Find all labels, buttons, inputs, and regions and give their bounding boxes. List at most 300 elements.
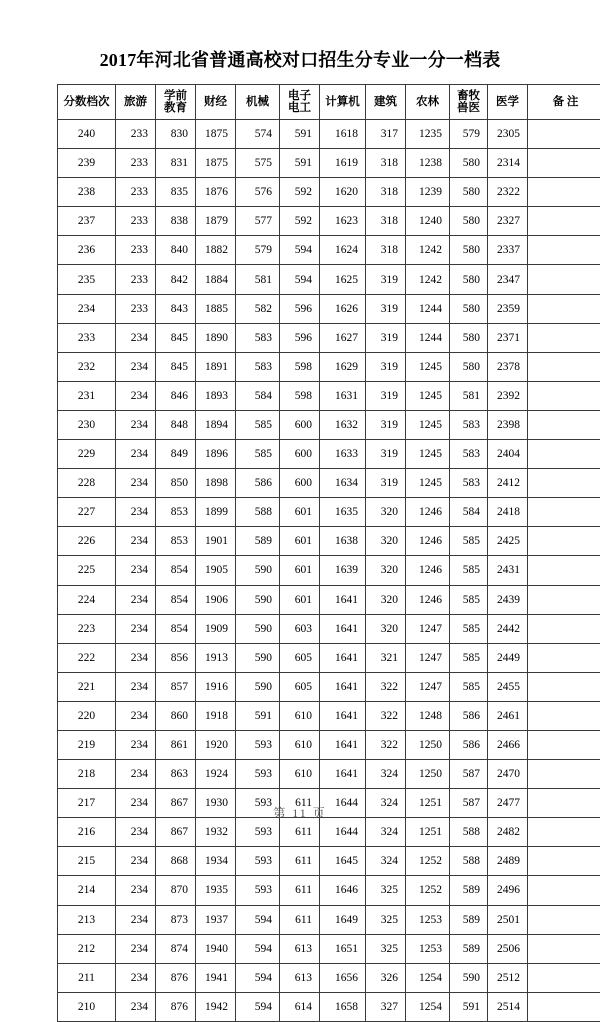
cell-arch: 318 xyxy=(366,236,406,265)
cell-agri: 1246 xyxy=(406,498,450,527)
cell-fin: 1901 xyxy=(196,527,236,556)
cell-tour: 234 xyxy=(116,527,156,556)
cell-elec: 591 xyxy=(280,120,320,149)
cell-pre: 867 xyxy=(156,818,196,847)
cell-note xyxy=(528,760,600,789)
cell-mech: 576 xyxy=(236,178,280,207)
cell-vet: 581 xyxy=(450,381,488,410)
table-row xyxy=(58,410,600,439)
cell-tour: 234 xyxy=(116,760,156,789)
cell-fin: 1940 xyxy=(196,934,236,963)
cell-elec: 601 xyxy=(280,527,320,556)
cell-pre: 870 xyxy=(156,876,196,905)
cell-mech: 594 xyxy=(236,905,280,934)
cell-mech: 590 xyxy=(236,556,280,585)
cell-comp: 1641 xyxy=(320,701,366,730)
cell-mech: 591 xyxy=(236,701,280,730)
cell-med: 2398 xyxy=(488,410,528,439)
cell-tour: 234 xyxy=(116,847,156,876)
cell-fin: 1898 xyxy=(196,469,236,498)
cell-vet: 584 xyxy=(450,498,488,527)
cell-mech: 582 xyxy=(236,294,280,323)
cell-tour: 234 xyxy=(116,672,156,701)
cell-elec: 611 xyxy=(280,789,320,818)
cell-vet: 580 xyxy=(450,178,488,207)
cell-agri: 1247 xyxy=(406,643,450,672)
table-row xyxy=(58,672,600,701)
cell-pre: 876 xyxy=(156,963,196,992)
cell-pre: 853 xyxy=(156,498,196,527)
cell-arch: 317 xyxy=(366,120,406,149)
cell-comp: 1627 xyxy=(320,323,366,352)
cell-agri: 1239 xyxy=(406,178,450,207)
column-header-label: 财经 xyxy=(204,96,227,108)
cell-mech: 590 xyxy=(236,672,280,701)
cell-med: 2404 xyxy=(488,440,528,469)
cell-fin: 1916 xyxy=(196,672,236,701)
cell-vet: 585 xyxy=(450,527,488,556)
cell-agri: 1251 xyxy=(406,818,450,847)
cell-mech: 584 xyxy=(236,381,280,410)
cell-note xyxy=(528,120,600,149)
score-distribution-table xyxy=(57,84,600,1022)
cell-score: 219 xyxy=(58,730,116,759)
cell-tour: 234 xyxy=(116,440,156,469)
column-header-label: 农林 xyxy=(416,96,439,108)
cell-elec: 605 xyxy=(280,672,320,701)
cell-mech: 579 xyxy=(236,236,280,265)
cell-tour: 234 xyxy=(116,323,156,352)
cell-elec: 613 xyxy=(280,934,320,963)
cell-arch: 321 xyxy=(366,643,406,672)
cell-comp: 1641 xyxy=(320,760,366,789)
cell-vet: 586 xyxy=(450,730,488,759)
cell-score: 236 xyxy=(58,236,116,265)
cell-pre: 843 xyxy=(156,294,196,323)
table-row xyxy=(58,934,600,963)
table-row xyxy=(58,992,600,1021)
cell-fin: 1885 xyxy=(196,294,236,323)
cell-agri: 1252 xyxy=(406,847,450,876)
cell-agri: 1245 xyxy=(406,410,450,439)
cell-score: 214 xyxy=(58,876,116,905)
cell-agri: 1250 xyxy=(406,730,450,759)
cell-comp: 1624 xyxy=(320,236,366,265)
cell-pre: 845 xyxy=(156,323,196,352)
cell-tour: 234 xyxy=(116,643,156,672)
table-row xyxy=(58,963,600,992)
cell-vet: 588 xyxy=(450,847,488,876)
cell-med: 2371 xyxy=(488,323,528,352)
cell-comp: 1641 xyxy=(320,614,366,643)
cell-med: 2431 xyxy=(488,556,528,585)
cell-mech: 593 xyxy=(236,818,280,847)
cell-elec: 614 xyxy=(280,992,320,1021)
cell-arch: 319 xyxy=(366,352,406,381)
cell-pre: 873 xyxy=(156,905,196,934)
cell-pre: 840 xyxy=(156,236,196,265)
cell-arch: 320 xyxy=(366,614,406,643)
page-number-footer: 第 11 页 xyxy=(0,804,600,821)
cell-mech: 593 xyxy=(236,847,280,876)
cell-vet: 585 xyxy=(450,585,488,614)
cell-note xyxy=(528,207,600,236)
cell-comp: 1623 xyxy=(320,207,366,236)
cell-score: 238 xyxy=(58,178,116,207)
cell-tour: 233 xyxy=(116,294,156,323)
cell-mech: 583 xyxy=(236,352,280,381)
cell-score: 223 xyxy=(58,614,116,643)
table-row xyxy=(58,352,600,381)
cell-score: 232 xyxy=(58,352,116,381)
cell-pre: 857 xyxy=(156,672,196,701)
cell-elec: 611 xyxy=(280,847,320,876)
column-header-label: 机械 xyxy=(246,96,269,108)
cell-agri: 1238 xyxy=(406,149,450,178)
cell-med: 2412 xyxy=(488,469,528,498)
cell-agri: 1235 xyxy=(406,120,450,149)
cell-pre: 848 xyxy=(156,410,196,439)
cell-mech: 588 xyxy=(236,498,280,527)
table-row xyxy=(58,643,600,672)
column-header-pre xyxy=(156,85,196,120)
cell-elec: 598 xyxy=(280,381,320,410)
cell-elec: 611 xyxy=(280,876,320,905)
table-header xyxy=(58,85,600,120)
cell-elec: 610 xyxy=(280,730,320,759)
cell-med: 2449 xyxy=(488,643,528,672)
cell-agri: 1251 xyxy=(406,789,450,818)
cell-comp: 1634 xyxy=(320,469,366,498)
cell-med: 2512 xyxy=(488,963,528,992)
cell-note xyxy=(528,294,600,323)
table-row xyxy=(58,876,600,905)
cell-elec: 611 xyxy=(280,905,320,934)
column-header-note xyxy=(528,85,600,120)
cell-med: 2425 xyxy=(488,527,528,556)
cell-agri: 1248 xyxy=(406,701,450,730)
cell-arch: 319 xyxy=(366,440,406,469)
cell-vet: 580 xyxy=(450,265,488,294)
cell-mech: 590 xyxy=(236,643,280,672)
cell-mech: 593 xyxy=(236,789,280,818)
table-row xyxy=(58,207,600,236)
cell-note xyxy=(528,585,600,614)
cell-score: 218 xyxy=(58,760,116,789)
cell-comp: 1641 xyxy=(320,672,366,701)
cell-mech: 581 xyxy=(236,265,280,294)
cell-mech: 574 xyxy=(236,120,280,149)
cell-comp: 1658 xyxy=(320,992,366,1021)
cell-vet: 580 xyxy=(450,207,488,236)
column-header-label: 电子 xyxy=(288,90,311,102)
table-header-row xyxy=(58,85,600,120)
cell-score: 239 xyxy=(58,149,116,178)
cell-agri: 1240 xyxy=(406,207,450,236)
cell-agri: 1244 xyxy=(406,323,450,352)
cell-score: 221 xyxy=(58,672,116,701)
cell-note xyxy=(528,963,600,992)
cell-med: 2314 xyxy=(488,149,528,178)
cell-tour: 234 xyxy=(116,614,156,643)
cell-comp: 1618 xyxy=(320,120,366,149)
table-row xyxy=(58,469,600,498)
cell-pre: 830 xyxy=(156,120,196,149)
cell-pre: 854 xyxy=(156,556,196,585)
cell-elec: 601 xyxy=(280,498,320,527)
cell-tour: 233 xyxy=(116,236,156,265)
column-header-mech xyxy=(236,85,280,120)
cell-tour: 234 xyxy=(116,469,156,498)
cell-pre: 876 xyxy=(156,992,196,1021)
cell-comp: 1646 xyxy=(320,876,366,905)
cell-elec: 600 xyxy=(280,440,320,469)
column-header-label: 畜牧 xyxy=(457,90,480,102)
cell-tour: 233 xyxy=(116,178,156,207)
cell-arch: 318 xyxy=(366,178,406,207)
cell-mech: 593 xyxy=(236,760,280,789)
cell-arch: 319 xyxy=(366,323,406,352)
cell-vet: 587 xyxy=(450,789,488,818)
cell-comp: 1638 xyxy=(320,527,366,556)
cell-note xyxy=(528,847,600,876)
cell-tour: 234 xyxy=(116,585,156,614)
cell-tour: 233 xyxy=(116,149,156,178)
cell-score: 216 xyxy=(58,818,116,847)
cell-comp: 1645 xyxy=(320,847,366,876)
column-header-comp xyxy=(320,85,366,120)
cell-elec: 603 xyxy=(280,614,320,643)
cell-elec: 592 xyxy=(280,178,320,207)
table-row xyxy=(58,265,600,294)
cell-arch: 324 xyxy=(366,847,406,876)
cell-note xyxy=(528,701,600,730)
cell-fin: 1879 xyxy=(196,207,236,236)
cell-note xyxy=(528,178,600,207)
cell-med: 2359 xyxy=(488,294,528,323)
cell-comp: 1633 xyxy=(320,440,366,469)
column-header-label-line2: 教育 xyxy=(156,102,195,114)
cell-score: 215 xyxy=(58,847,116,876)
cell-arch: 324 xyxy=(366,818,406,847)
cell-vet: 585 xyxy=(450,614,488,643)
cell-note xyxy=(528,469,600,498)
cell-tour: 234 xyxy=(116,789,156,818)
cell-mech: 589 xyxy=(236,527,280,556)
table-body xyxy=(58,120,600,1022)
cell-fin: 1875 xyxy=(196,120,236,149)
cell-fin: 1913 xyxy=(196,643,236,672)
table-row xyxy=(58,847,600,876)
cell-fin: 1884 xyxy=(196,265,236,294)
cell-tour: 234 xyxy=(116,701,156,730)
page-title: 2017年河北省普通高校对口招生分专业一分一档表 xyxy=(0,46,600,72)
table-row xyxy=(58,730,600,759)
cell-tour: 233 xyxy=(116,265,156,294)
column-header-label: 学前 xyxy=(164,90,187,102)
cell-tour: 234 xyxy=(116,556,156,585)
table-row xyxy=(58,120,600,149)
cell-med: 2506 xyxy=(488,934,528,963)
cell-vet: 589 xyxy=(450,876,488,905)
cell-comp: 1620 xyxy=(320,178,366,207)
cell-tour: 234 xyxy=(116,963,156,992)
cell-vet: 579 xyxy=(450,120,488,149)
cell-note xyxy=(528,556,600,585)
cell-vet: 589 xyxy=(450,934,488,963)
cell-comp: 1625 xyxy=(320,265,366,294)
cell-elec: 596 xyxy=(280,323,320,352)
cell-elec: 598 xyxy=(280,352,320,381)
cell-agri: 1252 xyxy=(406,876,450,905)
cell-fin: 1920 xyxy=(196,730,236,759)
cell-arch: 320 xyxy=(366,556,406,585)
cell-vet: 590 xyxy=(450,963,488,992)
cell-mech: 583 xyxy=(236,323,280,352)
cell-score: 220 xyxy=(58,701,116,730)
cell-vet: 585 xyxy=(450,643,488,672)
cell-agri: 1245 xyxy=(406,469,450,498)
cell-agri: 1245 xyxy=(406,352,450,381)
cell-note xyxy=(528,934,600,963)
table-row xyxy=(58,818,600,847)
cell-elec: 600 xyxy=(280,410,320,439)
cell-pre: 860 xyxy=(156,701,196,730)
table-row xyxy=(58,760,600,789)
cell-comp: 1641 xyxy=(320,643,366,672)
column-header-label-line2: 兽医 xyxy=(450,102,487,114)
cell-note xyxy=(528,440,600,469)
cell-note xyxy=(528,323,600,352)
cell-score: 227 xyxy=(58,498,116,527)
cell-tour: 233 xyxy=(116,120,156,149)
cell-comp: 1639 xyxy=(320,556,366,585)
cell-med: 2514 xyxy=(488,992,528,1021)
cell-tour: 234 xyxy=(116,381,156,410)
cell-mech: 593 xyxy=(236,876,280,905)
cell-score: 222 xyxy=(58,643,116,672)
cell-fin: 1930 xyxy=(196,789,236,818)
column-header-score xyxy=(58,85,116,120)
cell-mech: 575 xyxy=(236,149,280,178)
cell-elec: 594 xyxy=(280,236,320,265)
cell-arch: 322 xyxy=(366,701,406,730)
cell-score: 226 xyxy=(58,527,116,556)
cell-vet: 583 xyxy=(450,469,488,498)
cell-note xyxy=(528,149,600,178)
cell-pre: 868 xyxy=(156,847,196,876)
cell-fin: 1882 xyxy=(196,236,236,265)
cell-fin: 1893 xyxy=(196,381,236,410)
cell-med: 2322 xyxy=(488,178,528,207)
cell-fin: 1909 xyxy=(196,614,236,643)
cell-comp: 1632 xyxy=(320,410,366,439)
cell-mech: 590 xyxy=(236,585,280,614)
cell-note xyxy=(528,730,600,759)
cell-vet: 583 xyxy=(450,440,488,469)
cell-med: 2482 xyxy=(488,818,528,847)
cell-elec: 610 xyxy=(280,701,320,730)
cell-comp: 1626 xyxy=(320,294,366,323)
cell-med: 2337 xyxy=(488,236,528,265)
cell-tour: 234 xyxy=(116,352,156,381)
cell-pre: 854 xyxy=(156,614,196,643)
cell-score: 228 xyxy=(58,469,116,498)
cell-pre: 849 xyxy=(156,440,196,469)
cell-vet: 580 xyxy=(450,236,488,265)
cell-med: 2496 xyxy=(488,876,528,905)
cell-pre: 874 xyxy=(156,934,196,963)
cell-fin: 1924 xyxy=(196,760,236,789)
cell-arch: 324 xyxy=(366,789,406,818)
cell-arch: 320 xyxy=(366,585,406,614)
cell-vet: 580 xyxy=(450,352,488,381)
cell-med: 2442 xyxy=(488,614,528,643)
cell-score: 234 xyxy=(58,294,116,323)
cell-comp: 1629 xyxy=(320,352,366,381)
cell-fin: 1906 xyxy=(196,585,236,614)
column-header-label: 分数档次 xyxy=(64,96,110,108)
cell-elec: 611 xyxy=(280,818,320,847)
cell-arch: 322 xyxy=(366,730,406,759)
cell-note xyxy=(528,381,600,410)
cell-fin: 1875 xyxy=(196,149,236,178)
cell-med: 2455 xyxy=(488,672,528,701)
cell-fin: 1941 xyxy=(196,963,236,992)
cell-arch: 326 xyxy=(366,963,406,992)
cell-arch: 320 xyxy=(366,527,406,556)
cell-agri: 1254 xyxy=(406,963,450,992)
cell-comp: 1635 xyxy=(320,498,366,527)
table-row xyxy=(58,323,600,352)
cell-pre: 853 xyxy=(156,527,196,556)
cell-arch: 324 xyxy=(366,760,406,789)
table-row xyxy=(58,236,600,265)
cell-comp: 1644 xyxy=(320,818,366,847)
score-table-container xyxy=(57,84,563,1022)
cell-pre: 867 xyxy=(156,789,196,818)
cell-pre: 845 xyxy=(156,352,196,381)
cell-med: 2439 xyxy=(488,585,528,614)
cell-score: 210 xyxy=(58,992,116,1021)
cell-fin: 1937 xyxy=(196,905,236,934)
cell-fin: 1896 xyxy=(196,440,236,469)
cell-med: 2392 xyxy=(488,381,528,410)
cell-score: 224 xyxy=(58,585,116,614)
cell-agri: 1246 xyxy=(406,556,450,585)
table-row xyxy=(58,381,600,410)
cell-med: 2347 xyxy=(488,265,528,294)
cell-pre: 863 xyxy=(156,760,196,789)
cell-arch: 318 xyxy=(366,207,406,236)
cell-pre: 850 xyxy=(156,469,196,498)
cell-score: 233 xyxy=(58,323,116,352)
cell-fin: 1935 xyxy=(196,876,236,905)
cell-med: 2477 xyxy=(488,789,528,818)
cell-mech: 585 xyxy=(236,410,280,439)
cell-mech: 590 xyxy=(236,614,280,643)
cell-fin: 1894 xyxy=(196,410,236,439)
cell-tour: 234 xyxy=(116,876,156,905)
cell-pre: 842 xyxy=(156,265,196,294)
cell-med: 2501 xyxy=(488,905,528,934)
cell-note xyxy=(528,352,600,381)
cell-comp: 1631 xyxy=(320,381,366,410)
cell-vet: 580 xyxy=(450,323,488,352)
cell-agri: 1246 xyxy=(406,585,450,614)
cell-tour: 234 xyxy=(116,934,156,963)
cell-fin: 1934 xyxy=(196,847,236,876)
